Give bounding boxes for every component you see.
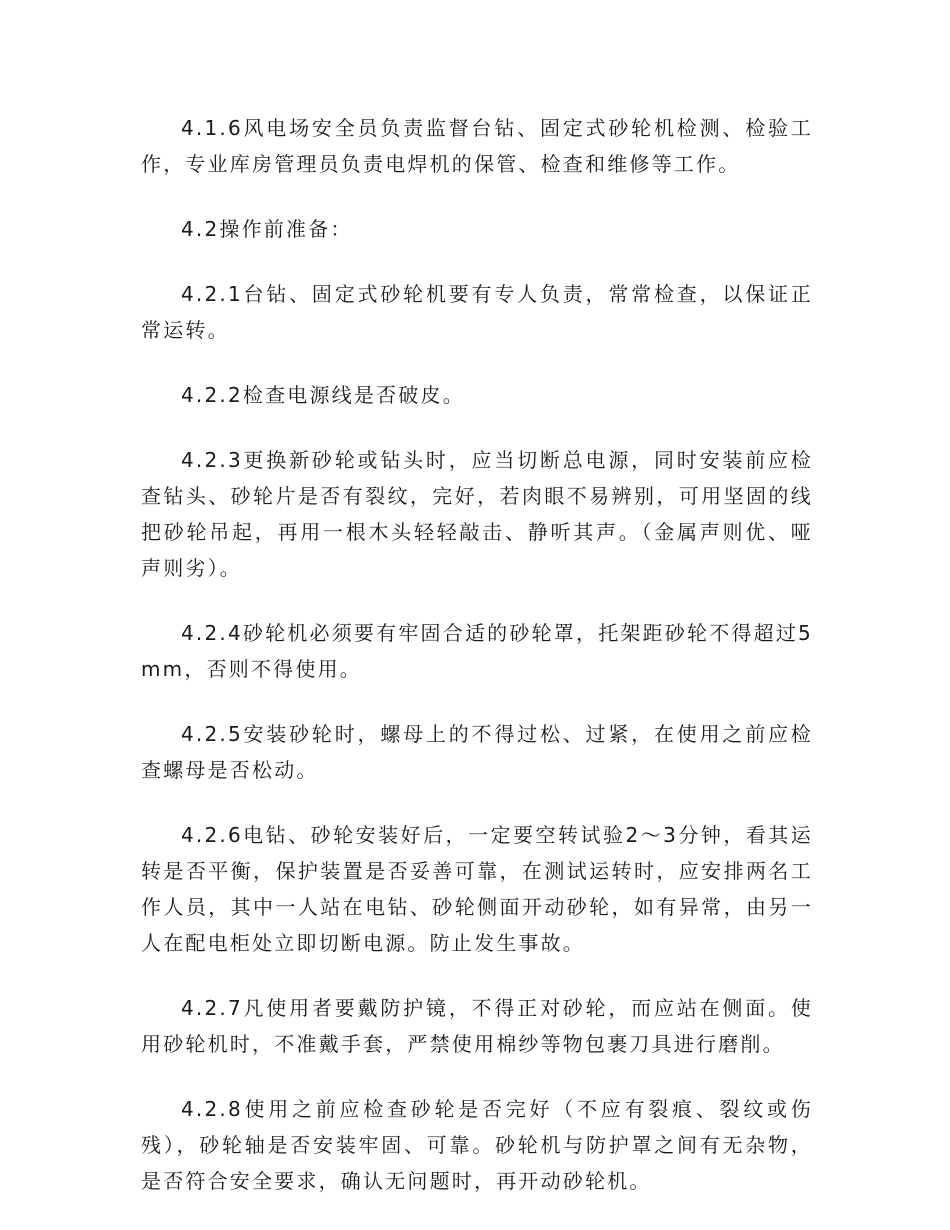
paragraph-4-2-4: 4.2.4砂轮机必须要有牢固合适的砂轮罩，托架距砂轮不得超过5mm，否则不得使用。 <box>141 621 813 681</box>
paragraph-4-2: 4.2操作前准备： <box>181 217 353 241</box>
paragraph-4-2-8: 4.2.8使用之前应检查砂轮是否完好（不应有裂痕、裂纹或伤残），砂轮轴是否安装牢固、可靠。砂轮机与防护罩之间有无杂物，是否符合安全要求，确认无问题时，再开动砂轮机。 <box>141 1097 813 1193</box>
paragraph-4-2-1: 4.2.1台钻、固定式砂轮机要有专人负责，常常检查，以保证正常运转。 <box>141 282 813 342</box>
paragraph-4-2-7: 4.2.7凡使用者要戴防护镜，不得正对砂轮，而应站在侧面。使用砂轮机时，不准戴手套，严禁使用棉纱等物包裹刀具进行磨削。 <box>141 996 813 1056</box>
paragraph-4-1-6: 4.1.6风电场安全员负责监督台钻、固定式砂轮机检测、检验工作，专业库房管理员负责电焊机的保管、检查和维修等工作。 <box>141 116 813 176</box>
paragraph-4-2-6: 4.2.6电钻、砂轮安装好后，一定要空转试验2～3分钟，看其运转是否平衡，保护装置是否妥善可靠，在测试运转时，应安排两名工作人员，其中一人站在电钻、砂轮侧面开动砂轮，如有异常，由另一人在配电柜处立即切断电源。防止发生事故。 <box>141 823 813 955</box>
paragraph-4-2-3: 4.2.3更换新砂轮或钻头时，应当切断总电源，同时安装前应检查钻头、砂轮片是否有裂纹，完好，若肉眼不易辨别，可用坚固的线把砂轮吊起，再用一根木头轻轻敲击、静听其声。（金属声则优、哑声则劣）。 <box>141 448 813 580</box>
paragraph-4-2-2: 4.2.2检查电源线是否破皮。 <box>181 383 465 407</box>
paragraph-4-2-5: 4.2.5安装砂轮时，螺母上的不得过松、过紧，在使用之前应检查螺母是否松动。 <box>141 722 813 782</box>
document-body <box>141 110 813 1228</box>
